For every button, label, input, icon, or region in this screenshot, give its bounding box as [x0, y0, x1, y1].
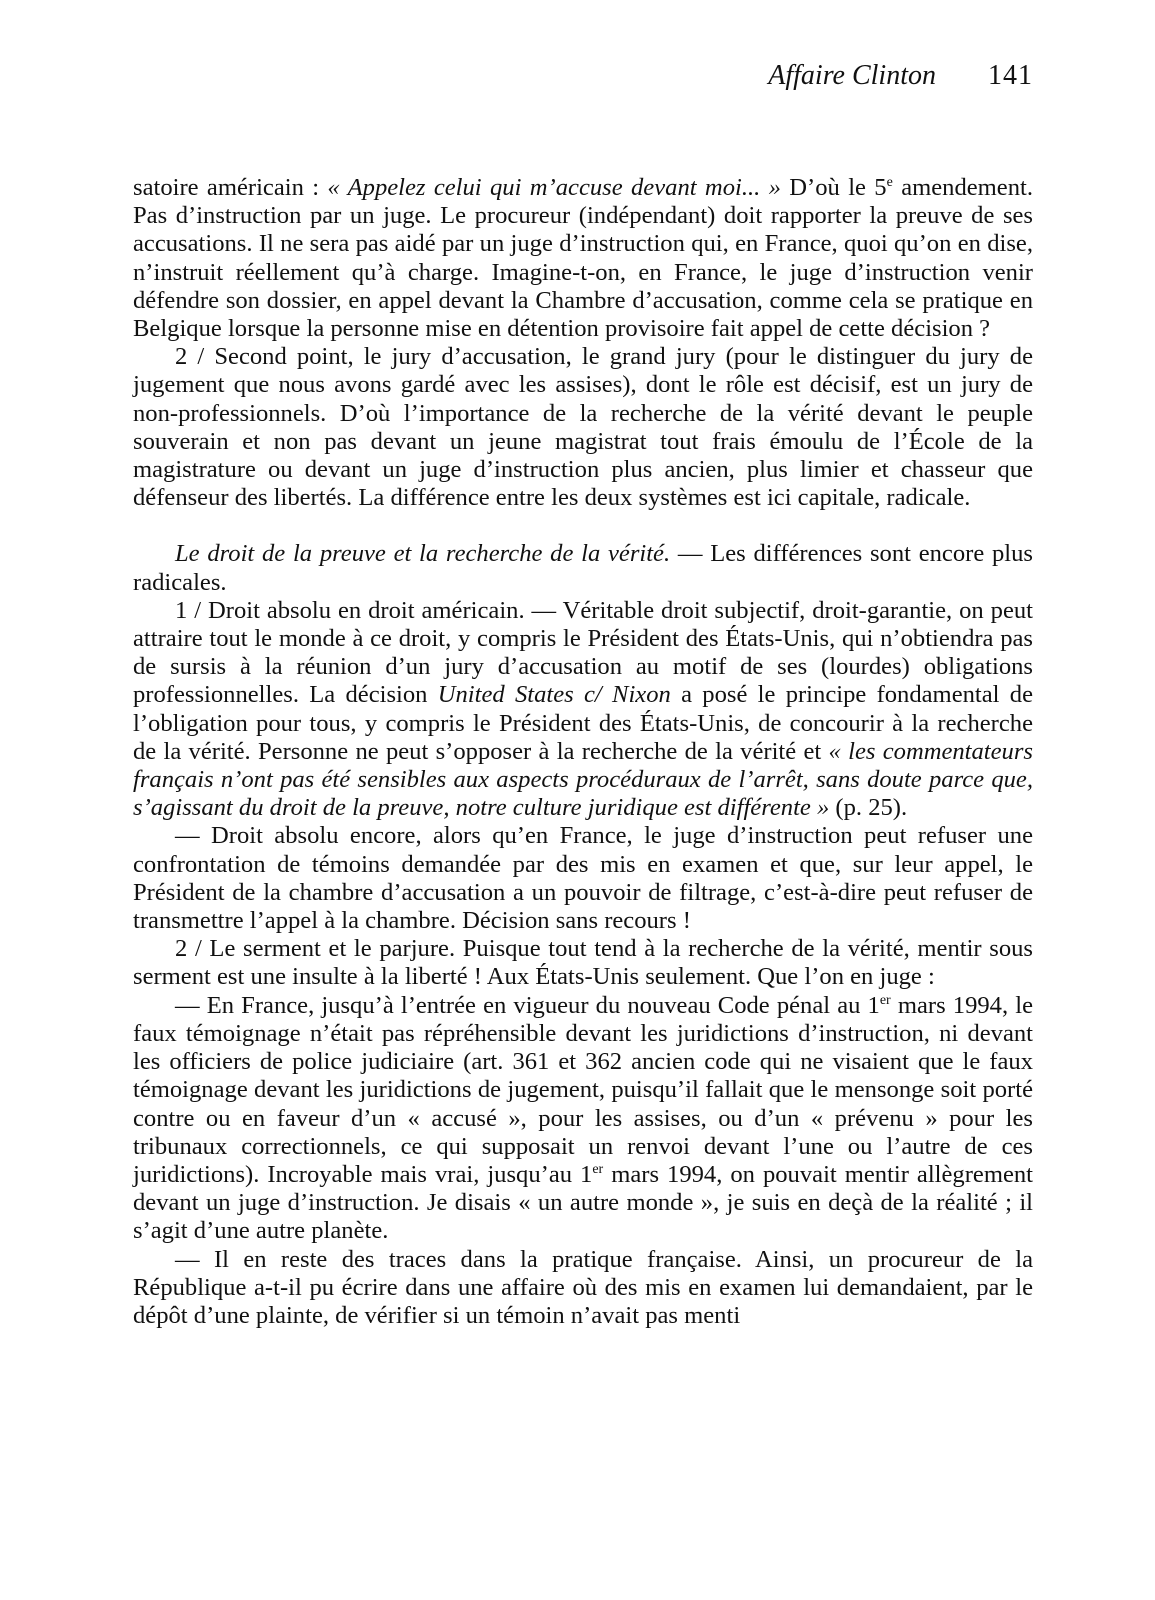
paragraph [133, 540, 1033, 596]
running-title: Affaire Clinton [768, 60, 936, 91]
paragraph [133, 343, 1033, 512]
superscript: er [879, 992, 891, 1008]
page-number: 141 [988, 60, 1033, 91]
paragraph [133, 174, 1033, 343]
italic-text: « Appelez celui qui m’accuse devant moi... » [327, 174, 781, 201]
italic-text: Le droit de la preuve et la recherche de la vérité. [175, 540, 671, 568]
body-text [133, 174, 1033, 1330]
text-run: 1 / Droit absolu en droit américain. — Véritable droit subjectif, droit-garantie, on peut attraire tout le monde à ce droit, y compris le Président des États-Unis, qui n’obtiendra pas de sursis à la réunion d’un jury d’accusation au motif de ses (lourdes) obligations professionnelles. La décision [133, 596, 1033, 709]
text-run: — Droit absolu encore, alors qu’en France, le juge d’instruction peut refuser une confrontation de témoins demandée par des mis en examen et que, sur leur appel, le Président de la chambre d’accusation a un pouvoir de filtrage, c’est-à-dire peut refuser de transmettre l’appel à la chambre. Décision sans recours ! [133, 822, 1033, 935]
running-head [133, 60, 1033, 104]
paragraph [133, 597, 1033, 823]
paragraph [133, 1246, 1033, 1331]
text-run: a posé le principe fondamental de l’obligation pour tous, y compris le Président des États-Unis, de concourir à la recherche de la vérité. Personne ne peut s’opposer à la recherche de la vérité et [133, 681, 1033, 765]
text-run: D’où le 5 [780, 174, 887, 201]
text-run: mars 1994, on pouvait mentir allègrement devant un juge d’instruction. Je disais « un autre monde », je suis en deçà de la réalité ; il s’agit d’une autre planète. [133, 1160, 1034, 1245]
paragraph [133, 935, 1033, 991]
paragraph [133, 992, 1033, 1246]
text-run: amendement. Pas d’instruction par un juge. Le procureur (indépendant) doit rapporter la preuve de ses accusations. Il ne sera pas aidé par un juge d’instruction qui, en France, quoi qu’on en dise, n’instruit réellement qu’à charge. Imagine-t-on, en France, le juge d’instruction venir défendre son dossier, en appel devant la Chambre d’accusation, comme cela se pratique en Belgique lorsque la personne mise en détention provisoire fait appel de cette décision ? [133, 174, 1033, 343]
text-run: 2 / Second point, le jury d’accusation, le grand jury (pour le distinguer du jury de jugement que nous avons gardé avec les assises), dont le rôle est décisif, est un jury de non-professionnels. D’où l’importance de la recherche de la vérité devant le peuple souverain et non pas devant un jeune magistrat tout frais émoulu de l’École de la magistrature ou devant un juge d’instruction plus ancien, plus limier et chasseur que défenseur des libertés. La différence entre les deux systèmes est ici capitale, radicale. [133, 343, 1033, 512]
book-page [133, 60, 1033, 1330]
text-run: — En France, jusqu’à l’entrée en vigueur du nouveau Code pénal au 1 [175, 991, 880, 1019]
text-run: — Il en reste des traces dans la pratique française. Ainsi, un procureur de la République a-t-il pu écrire dans une affaire où des mis en examen lui demandaient, par le dépôt d’une plainte, de vérifier si un témoin n’avait pas menti [133, 1245, 1033, 1329]
text-run: mars 1994, le faux témoignage n’était pas répréhensible devant les juridictions d’instruction, ni devant les officiers de police judiciaire (art. 361 et 362 ancien code qui ne visaient que le faux témoignage devant les juridictions de jugement, puisqu’il fallait que le mensonge soit porté contre ou en faveur d’un « accusé », pour les assises, ou d’un « prévenu » pour les tribunaux correctionnels, ce qui supposait un renvoi devant l’une ou l’autre de ces juridictions). Incroyable mais vrai, jusqu’au 1 [133, 991, 1033, 1188]
italic-text: « les commentateurs français n’ont pas été sensibles aux aspects procéduraux de l’arrêt, sans doute parce que, s’agissant du droit de la preuve, notre culture juridique est différente » [133, 737, 1033, 822]
paragraph [133, 822, 1033, 935]
text-run: satoire américain : [133, 174, 328, 201]
text-run: 2 / Le serment et le parjure. Puisque tout tend à la recherche de la vérité, mentir sous serment est une insulte à la liberté ! Aux États-Unis seulement. Que l’on en juge : [133, 935, 1033, 991]
superscript: er [592, 1161, 604, 1177]
text-run: — Les différences sont encore plus radicales. [133, 540, 1033, 596]
text-run: (p. 25). [829, 794, 908, 822]
italic-text: United States c/ Nixon [437, 681, 671, 709]
superscript: e [886, 175, 893, 190]
